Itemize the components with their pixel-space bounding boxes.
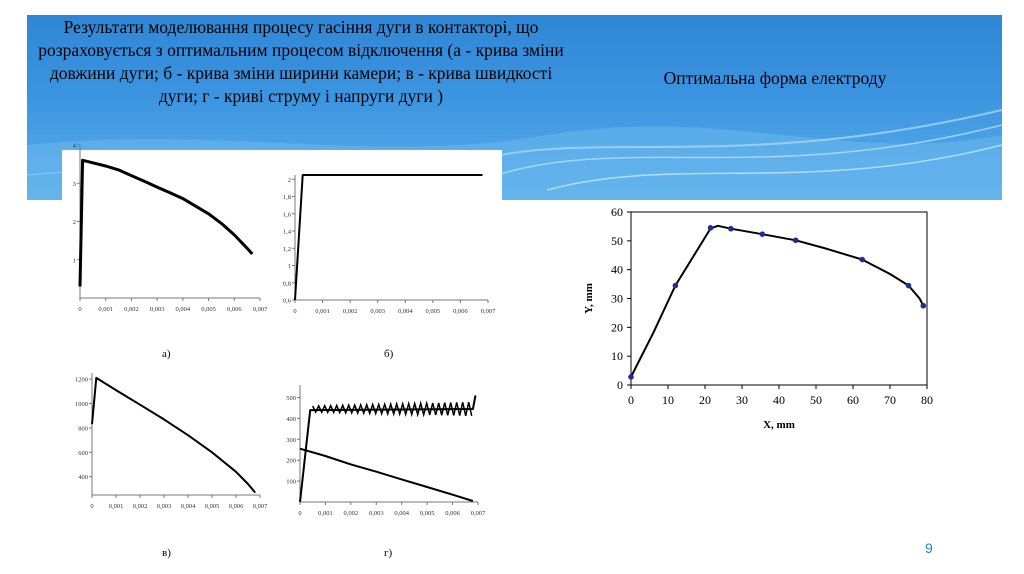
caption-v: в) <box>162 547 171 559</box>
data-point <box>673 283 679 289</box>
x-tick-label: 70 <box>884 393 896 407</box>
series-b-0 <box>295 175 483 300</box>
y-tick-label: 20 <box>611 320 623 335</box>
caption-b: б) <box>384 348 394 360</box>
y-tick-label-g: 400 <box>286 415 296 423</box>
y-tick-label-b: 2 <box>287 176 291 184</box>
data-point <box>859 257 865 263</box>
x-tick-label: 30 <box>736 393 748 407</box>
x-tick-label: 50 <box>810 393 822 407</box>
y-tick-label-a: 2 <box>72 219 76 226</box>
chart-v <box>75 373 268 510</box>
page-number: 9 <box>925 540 933 556</box>
series-a-0 <box>80 160 252 286</box>
x-tick-label-a: 0,003 <box>149 306 165 313</box>
y-tick-label-a: 1 <box>72 257 76 265</box>
slide-title: Результати моделювання процесу гасіння дуги в контакторі, що розраховується з оптимальним процесом відключення (а - крива зміни довжини дуги; б - крива зміни ширини камери; в - крива швидкості дуги; г - криві струму і напруги дуги ) <box>38 17 564 106</box>
y-tick-label-g: 100 <box>286 478 296 486</box>
data-point <box>793 237 799 243</box>
y-axis-label: Y, mm <box>583 283 595 314</box>
series-g-1 <box>300 449 473 501</box>
x-tick-label: 10 <box>662 393 674 407</box>
x-tick-label-a: 0,005 <box>201 306 216 313</box>
data-point <box>628 374 634 380</box>
y-tick-label-v: 800 <box>78 425 88 433</box>
x-tick-label-b: 0 <box>293 308 297 315</box>
x-tick-label-g: 0,006 <box>445 510 460 517</box>
x-tick-label-b: 0,007 <box>480 308 496 315</box>
x-tick-label: 20 <box>699 393 711 407</box>
y-tick-label: 30 <box>611 291 623 306</box>
x-tick-label-g: 0,005 <box>419 510 435 517</box>
y-tick-label-b: 1 <box>287 263 291 271</box>
slide-subtitle: Оптимальна форма електроду <box>663 68 887 88</box>
caption-a: а) <box>162 348 171 360</box>
x-tick-label-g: 0 <box>298 510 302 517</box>
y-tick-label-b: 1,6 <box>282 211 291 219</box>
y-tick-label-g: 300 <box>286 436 296 444</box>
y-tick-label-b: 0,8 <box>282 280 291 288</box>
x-tick-label-a: 0,004 <box>175 306 191 313</box>
x-tick-label-v: 0,005 <box>204 503 220 510</box>
chart-g <box>286 385 486 517</box>
series-v-0 <box>92 378 255 493</box>
x-tick-label-b: 0,006 <box>453 308 468 315</box>
y-tick-label: 40 <box>611 262 623 277</box>
x-tick-label-b: 0,001 <box>315 308 330 315</box>
x-tick-label: 40 <box>773 393 785 407</box>
x-tick-label-a: 0 <box>78 306 82 313</box>
x-tick-label-g: 0,001 <box>318 510 333 517</box>
y-tick-label-g: 500 <box>286 395 296 403</box>
y-tick-label-b: 1,2 <box>282 245 291 253</box>
caption-g: г) <box>384 547 393 559</box>
data-point <box>760 231 766 237</box>
data-point <box>708 225 714 231</box>
x-tick-label-a: 0,002 <box>124 306 139 313</box>
x-axis-label: X, mm <box>763 419 795 431</box>
y-tick-label-a: 4 <box>72 142 76 150</box>
x-tick-label-v: 0,004 <box>180 503 196 510</box>
x-tick-label: 0 <box>628 393 634 407</box>
x-tick-label-b: 0,003 <box>370 308 386 315</box>
data-point <box>906 283 912 289</box>
y-tick-label: 60 <box>611 205 623 219</box>
x-tick-label-g: 0,002 <box>343 510 359 517</box>
x-tick-label: 80 <box>921 393 933 407</box>
x-tick-label-g: 0,003 <box>368 510 384 517</box>
x-tick-label-g: 0,007 <box>470 510 486 517</box>
y-tick-label-v: 1000 <box>75 401 88 408</box>
x-tick-label-v: 0,003 <box>156 503 172 510</box>
x-tick-label-v: 0 <box>90 503 94 510</box>
chart-b <box>283 175 496 315</box>
y-tick-label-v: 600 <box>78 449 88 457</box>
x-tick-label-g: 0,004 <box>394 510 410 517</box>
x-tick-label-a: 0,007 <box>252 306 268 313</box>
x-tick-label-b: 0,002 <box>342 308 358 315</box>
x-tick-label-a: 0,001 <box>98 306 114 313</box>
x-tick-label: 60 <box>847 393 859 407</box>
electrode-shape-chart <box>578 203 968 438</box>
electrode-curve <box>631 226 923 377</box>
x-tick-label-a: 0,006 <box>226 306 242 313</box>
y-tick-label: 0 <box>617 378 623 392</box>
x-tick-label-v: 0,002 <box>132 503 148 510</box>
x-tick-label-v: 0,007 <box>252 503 268 510</box>
chart-a <box>73 143 268 314</box>
data-point <box>921 303 927 309</box>
y-tick-label-b: 1,8 <box>282 194 291 202</box>
y-tick-label-v: 1200 <box>75 376 88 384</box>
x-tick-label-v: 0,001 <box>108 503 124 510</box>
y-tick-label-v: 400 <box>78 474 88 482</box>
y-tick-label-g: 200 <box>286 457 296 465</box>
data-point <box>728 226 734 232</box>
y-tick-label-b: 0,6 <box>282 297 291 305</box>
x-tick-label-b: 0,005 <box>425 308 441 315</box>
y-tick-label-b: 1,4 <box>282 228 291 236</box>
y-tick-label: 50 <box>611 233 623 248</box>
y-tick-label-a: 3 <box>72 180 76 188</box>
y-tick-label: 10 <box>611 349 623 364</box>
x-tick-label-v: 0,006 <box>228 503 244 510</box>
x-tick-label-b: 0,004 <box>397 308 413 315</box>
